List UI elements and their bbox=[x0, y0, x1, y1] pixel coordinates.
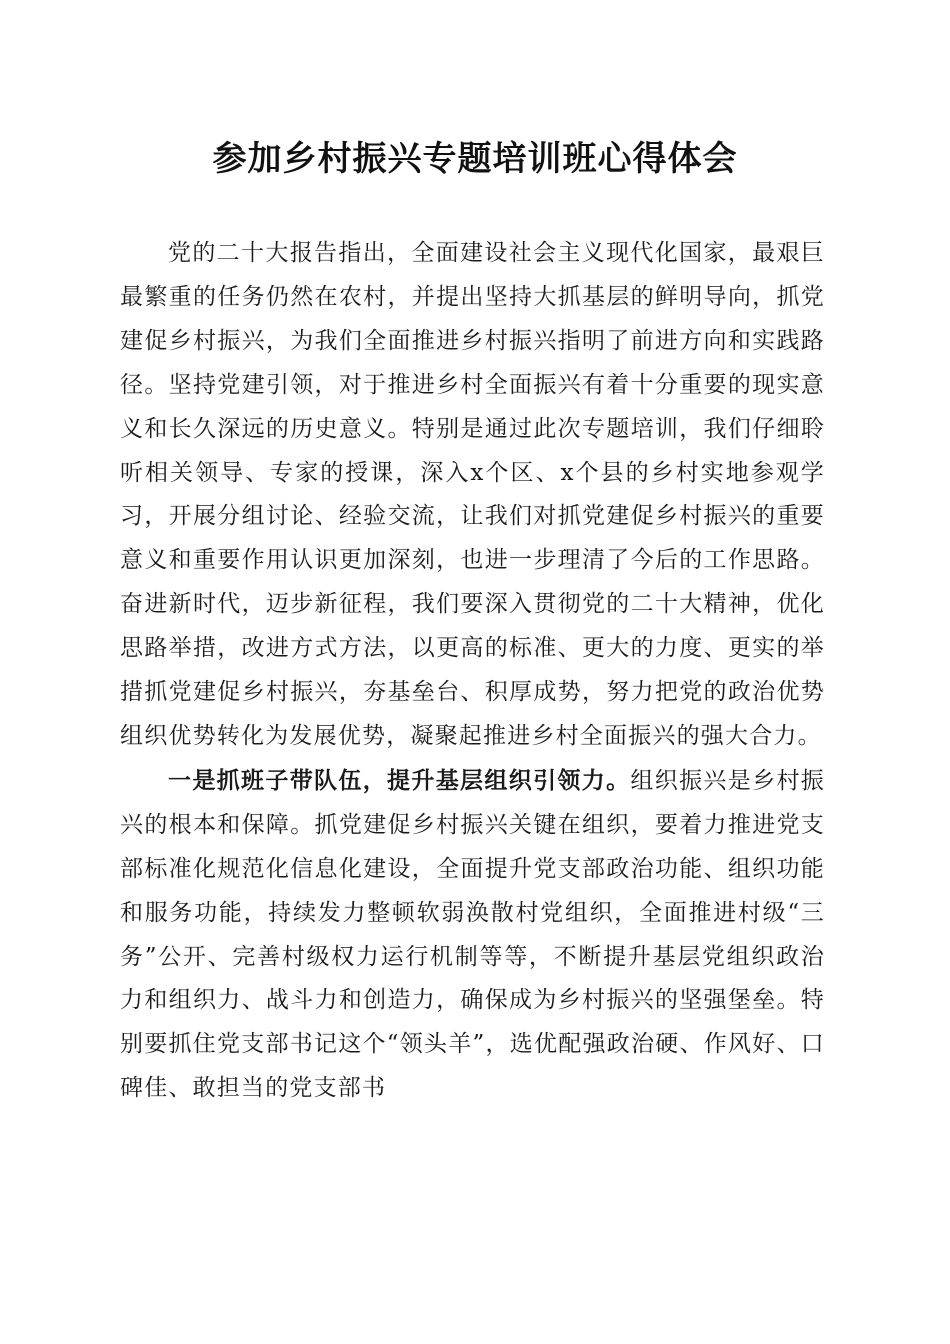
document-title: 参加乡村振兴专题培训班心得体会 bbox=[212, 139, 738, 179]
paragraph-point-one bbox=[120, 759, 825, 1111]
paragraph-lead: 一是抓班子带队伍，提升基层组织引领力。 bbox=[168, 766, 631, 794]
paragraph-intro bbox=[120, 231, 825, 759]
paragraph-text: 党的二十大报告指出，全面建设社会主义现代化国家，最艰巨最繁重的任务仍然在农村，并提出坚持大抓基层的鲜明导向，抓党建促乡村振兴，为我们全面推进乡村振兴指明了前进方向和实践路径。坚持党建引领，对于推进乡村全面振兴有着十分重要的现实意义和长久深远的历史意义。特别是通过此次专题培训，我们仔细聆听相关领导、专家的授课，深入x个区、x个县的乡村实地参观学习，开展分组讨论、经验交流，让我们对抓党建促乡村振兴的重要意义和重要作用认识更加深刻，也进一步理清了今后的工作思路。奋进新时代，迈步新征程，我们要深入贯彻党的二十大精神，优化思路举措，改进方式方法，以更高的标准、更大的力度、更实的举措抓党建促乡村振兴，夯基垒台、积厚成势，努力把党的政治优势组织优势转化为发展优势，凝聚起推进乡村全面振兴的强大合力。 bbox=[120, 240, 825, 749]
document-body bbox=[120, 231, 825, 1111]
paragraph-text: 组织振兴是乡村振兴的根本和保障。抓党建促乡村振兴关键在组织，要着力推进党支部标准化规范化信息化建设，全面提升党支部政治功能、组织功能和服务功能，持续发力整顿软弱涣散村党组织，全面推进村级“三务”公开、完善村级权力运行机制等等，不断提升基层党组织政治力和组织力、战斗力和创造力，确保成为乡村振兴的坚强堡垒。特别要抓住党支部书记这个“领头羊”，选优配强政治硬、作风好、口碑佳、敢担当的党支部书 bbox=[120, 767, 825, 1102]
